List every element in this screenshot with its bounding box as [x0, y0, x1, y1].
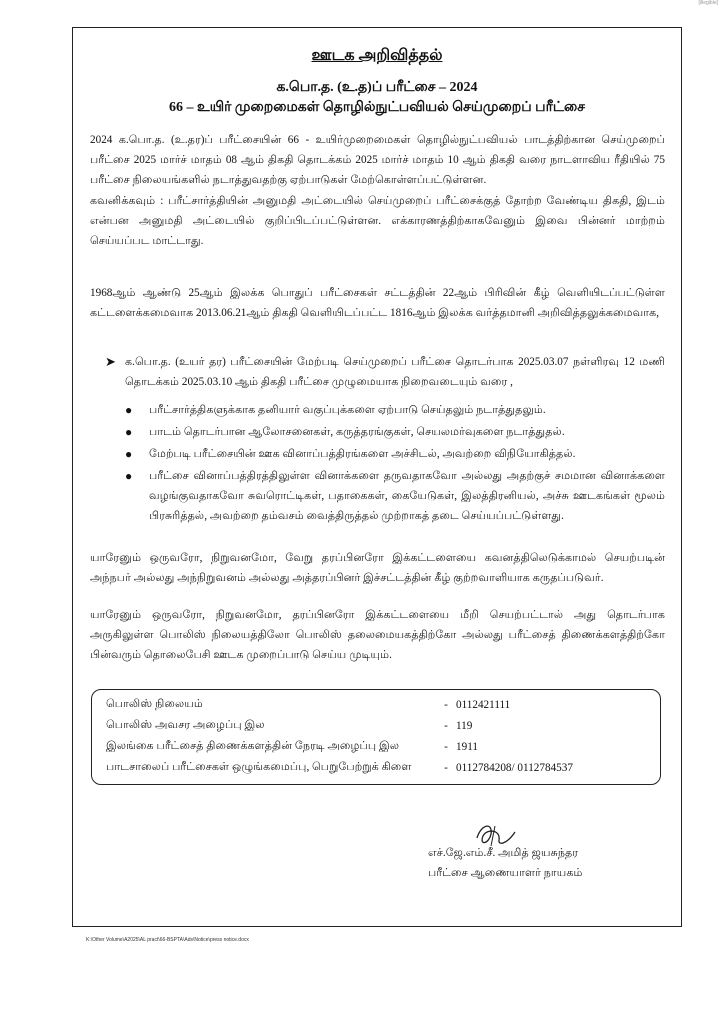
bullet-icon: ● — [125, 403, 133, 417]
document-file-path: K:\Other Volume\A2025\AL pract\66-BSPTA\Ads\Notice\press notice.docx — [86, 937, 249, 943]
signatory-name: எச்.ஜே.எம்.சீ. அமித் ஜயசுந்தர — [428, 847, 579, 859]
list-item — [125, 444, 665, 464]
contact-dash: - — [444, 740, 448, 753]
contact-name: இலங்கை பரீட்சைத் திணைக்களத்தின் நேரடி அழைப்பு இல — [106, 739, 400, 752]
contact-dash: - — [444, 698, 448, 711]
list-item-text: மேற்படி பரீட்சையின் ஊக வினாப்பத்திரங்களை அச்சிடல், அவற்றை விநியோகித்தல். — [149, 448, 576, 460]
paragraph-complaints: யாரேனும் ஒருவரோ, நிறுவனமோ, தரப்பினரோ இக்கட்டளையை மீறி செயற்பட்டால் அது தொடர்பாக அருகிலுள்ள பொலிஸ் நிலையத்திலோ பொலிஸ் தலைமையகத்திற்கோ அல்லது பரீட்சைத் திணைக்களத்திற்கோ பின்வரும் தொலைபேசி ஊடக முறைப்பாடு செய்ய முடியும். — [90, 609, 665, 661]
list-item-text: பரீட்சை வினாப்பத்திரத்திலுள்ள வினாக்களை தருவதாகவோ அல்லது அதற்குச் சமமான வினாக்களை வழங்குவதாகவோ சுவரொட்டிகள், பதாகைகள், கையேடுகள், இலத்திரனியல், அச்சு ஊடகங்கள் மூலம் பிரசுரித்தல், அவற்றை தம்வசம் வைத்திருத்தல் முற்றாகத் தடை செய்யப்பட்டுள்ளது. — [149, 470, 665, 522]
contact-name: பொலிஸ் நிலையம் — [106, 697, 203, 710]
bullet-icon: ● — [125, 447, 133, 461]
paragraph-notice: கவனிக்கவும் : பரீட்சார்த்தியின் அனுமதி அட்டையில் செய்முறைப் பரீட்சைக்குத் தோற்ற வேண்டிய திகதி, இடம் என்பன அனுமதி அட்டையில் குறிப்பிடப்பட்டுள்ளன. எக்காரணத்திற்காகவேனும் இவை பின்னர் மாற்றம் செய்யப்பட மாட்டாது. — [90, 195, 665, 247]
paragraph-legal-basis: 1968ஆம் ஆண்டு 25ஆம் இலக்க பொதுப் பரீட்சைகள் சட்டத்தின் 22ஆம் பிரிவின் கீழ் வெளியிடப்பட்டுள்ள கட்டளைக்கமைவாக 2013.06.21ஆம் திகதி வெளியிடப்பட்ட 1816ஆம் இலக்க வர்த்தமானி அறிவித்தலுக்கமைவாக, — [90, 287, 665, 319]
list-item — [125, 422, 665, 442]
contact-row — [106, 757, 646, 778]
paragraph-penalty: யாரேனும் ஒருவரோ, நிறுவனமோ, வேறு தரப்பினரோ இக்கட்டளையை கவனத்திலெடுக்காமல் செயற்படின் அந்நபர் அல்லது அந்நிறுவனம் அல்லது அத்தரப்பினர் இச்சட்டத்தின் கீழ் குற்றவாளியாக கருதப்படுவர். — [90, 552, 665, 584]
contact-dash: - — [444, 719, 448, 732]
prohibition-period-text: க.பொ.த. (உயர் தர) பரீட்சையின் மேற்படி செய்முறைப் பரீட்சை தொடர்பாக 2025.03.07 நள்ளிரவு 12 மணி தொடக்கம் 2025.03.10 ஆம் திகதி பரீட்சை முழுமையாக நிறைவடையும் வரை , — [125, 356, 665, 388]
list-item — [125, 466, 665, 526]
list-item-text: பாடம் தொடர்பான ஆலோசனைகள், கருத்தரங்குகள், செயலமர்வுகளை நடாத்துதல். — [149, 426, 565, 438]
contact-number: 1911 — [456, 740, 478, 753]
list-item — [125, 400, 665, 420]
contact-row — [106, 694, 646, 715]
corner-mark: [illegible] — [698, 0, 718, 6]
signatory-title: பரீட்சை ஆணையாளர் நாயகம் — [428, 867, 583, 879]
bullet-icon: ● — [125, 469, 133, 483]
contact-name: பாடசாலைப் பரீட்சைகள் ஒழுங்கமைப்பு, பெறுபேற்றுக் கிளை — [106, 760, 412, 773]
notice-title: ஊடக அறிவித்தல் — [311, 47, 443, 64]
contact-row — [106, 736, 646, 757]
notice-subtitle-exam: க.பொ.த. (உ.த)ப் பரீட்சை – 2024 — [276, 80, 478, 95]
contact-name: பொலிஸ் அவசர அழைப்பு இல — [106, 718, 265, 731]
notice-frame — [72, 27, 682, 927]
prohibition-period-item — [105, 352, 665, 392]
list-item-text: பரீட்சார்த்திகளுக்காக தனியார் வகுப்புக்களை ஏற்பாடு செய்தலும் நடாத்துதலும். — [149, 404, 546, 416]
bullet-icon: ● — [125, 425, 133, 439]
paragraph-exam-schedule: 2024 க.பொ.த. (உ.தர)ப் பரீட்சையின் 66 - உயிர்முறைமைகள் தொழில்நுட்பவியல் பாடத்திற்கான செய்முறைப் பரீட்சை 2025 மார்ச் மாதம் 08 ஆம் திகதி தொடக்கம் 2025 மார்ச் மாதம் 10 ஆம் திகதி வரை நாடளாவிய ரீதியில் 75 பரீட்சை நிலையங்களில் நடாத்துவதற்கு ஏற்பாடுகள் மேற்கொள்ளப்பட்டுள்ளன. — [90, 134, 665, 186]
prohibited-activities-list — [125, 400, 665, 528]
contact-number: 119 — [456, 719, 473, 732]
contact-number: 0112421111 — [456, 698, 511, 711]
notice-subtitle-subject: 66 – உயிர் முறைமைகள் தொழில்நுட்பவியல் செய்முறைப் பரீட்சை — [169, 100, 585, 115]
arrow-bullet-icon: ➤ — [105, 354, 116, 369]
signatory-block — [428, 843, 583, 883]
contact-number: 0112784208/ 0112784537 — [456, 761, 573, 774]
contact-dash: - — [444, 761, 448, 774]
contact-numbers-box — [91, 689, 661, 785]
contact-row — [106, 715, 646, 736]
